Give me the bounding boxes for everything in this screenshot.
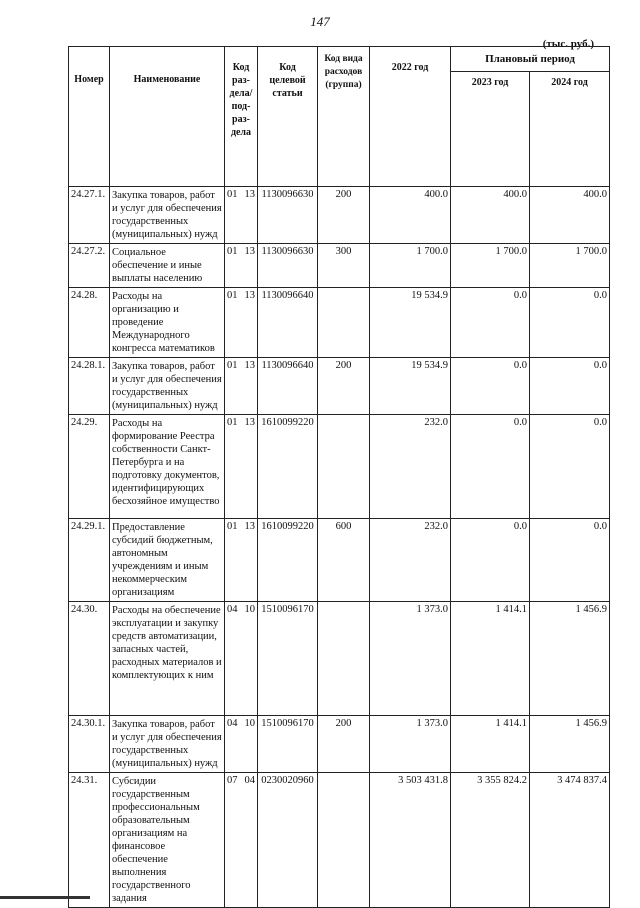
table-row xyxy=(69,358,610,415)
row-target-code: 1510096170 xyxy=(258,602,318,716)
row-value-2022: 19 534.9 xyxy=(370,358,451,415)
row-name: Расходы на организацию и проведение Международного конгресса математиков xyxy=(110,288,225,358)
row-value-2023: 0.0 xyxy=(451,288,530,358)
row-value-2022: 232.0 xyxy=(370,519,451,602)
row-expense-type xyxy=(318,773,370,908)
row-target-code: 1130096630 xyxy=(258,244,318,288)
row-expense-type: 600 xyxy=(318,519,370,602)
row-value-2022: 400.0 xyxy=(370,187,451,244)
page-number: 147 xyxy=(310,14,330,29)
header-target-code: Код целевой статьи xyxy=(258,47,318,187)
row-expense-type: 200 xyxy=(318,716,370,773)
table-body xyxy=(69,187,610,908)
row-section: 01 xyxy=(227,360,238,371)
row-value-2022: 232.0 xyxy=(370,415,451,519)
row-name: Расходы на обеспечение эксплуатации и закупку средств автоматизации, запасных частей, расходных материалов и комплектующих к ним xyxy=(110,602,225,716)
row-section: 01 xyxy=(227,189,238,200)
row-section-code xyxy=(225,773,258,908)
row-section-code xyxy=(225,288,258,358)
row-expense-type xyxy=(318,415,370,519)
row-expense-type xyxy=(318,288,370,358)
row-value-2023: 0.0 xyxy=(451,415,530,519)
table-row xyxy=(69,773,610,908)
table-row xyxy=(69,187,610,244)
table-row xyxy=(69,602,610,716)
table-row xyxy=(69,415,610,519)
row-section: 04 xyxy=(227,718,238,729)
row-target-code: 1510096170 xyxy=(258,716,318,773)
row-subsection: 13 xyxy=(244,417,255,428)
row-section: 01 xyxy=(227,417,238,428)
table-row xyxy=(69,288,610,358)
row-name: Предоставление субсидий бюджетным, автономным учреждениям и иным некоммерческим организациям xyxy=(110,519,225,602)
row-target-code: 1130096640 xyxy=(258,288,318,358)
row-expense-type xyxy=(318,602,370,716)
row-value-2022: 3 503 431.8 xyxy=(370,773,451,908)
row-value-2024: 0.0 xyxy=(530,519,610,602)
row-number: 24.30. xyxy=(69,602,110,716)
row-number: 24.27.1. xyxy=(69,187,110,244)
row-target-code: 1130096640 xyxy=(258,358,318,415)
header-year-2022: 2022 год xyxy=(370,47,451,187)
row-section-code xyxy=(225,716,258,773)
header-year-2023: 2023 год xyxy=(451,72,530,187)
row-section-code xyxy=(225,358,258,415)
table-row xyxy=(69,244,610,288)
row-expense-type: 200 xyxy=(318,358,370,415)
row-value-2024: 1 700.0 xyxy=(530,244,610,288)
row-name: Социальное обеспечение и иные выплаты населению xyxy=(110,244,225,288)
row-value-2024: 400.0 xyxy=(530,187,610,244)
row-number: 24.28. xyxy=(69,288,110,358)
row-section: 07 xyxy=(227,775,238,786)
row-number: 24.29.1. xyxy=(69,519,110,602)
row-target-code: 1610099220 xyxy=(258,415,318,519)
row-value-2023: 0.0 xyxy=(451,519,530,602)
header-section-code: Код раз-дела/ под-раз-дела xyxy=(225,47,258,187)
row-value-2024: 3 474 837.4 xyxy=(530,773,610,908)
row-section-code xyxy=(225,244,258,288)
row-section-code xyxy=(225,602,258,716)
row-value-2023: 1 700.0 xyxy=(451,244,530,288)
row-subsection: 10 xyxy=(244,718,255,729)
row-section: 01 xyxy=(227,290,238,301)
row-number: 24.28.1. xyxy=(69,358,110,415)
row-section: 01 xyxy=(227,521,238,532)
row-number: 24.31. xyxy=(69,773,110,908)
row-subsection: 13 xyxy=(244,189,255,200)
row-section-code xyxy=(225,187,258,244)
row-name: Расходы на формирование Реестра собственности Санкт-Петербурга и на подготовку документов, идентифицирующих бесхозяйное имущество xyxy=(110,415,225,519)
row-target-code: 1130096630 xyxy=(258,187,318,244)
row-section: 04 xyxy=(227,604,238,615)
row-number: 24.27.2. xyxy=(69,244,110,288)
row-subsection: 13 xyxy=(244,246,255,257)
row-number: 24.30.1. xyxy=(69,716,110,773)
row-value-2024: 1 456.9 xyxy=(530,602,610,716)
row-name: Закупка товаров, работ и услуг для обеспечения государственных (муниципальных) нужд xyxy=(110,187,225,244)
row-expense-type: 300 xyxy=(318,244,370,288)
row-value-2023: 400.0 xyxy=(451,187,530,244)
row-name: Субсидии государственным профессиональным образовательным организациям на финансовое обеспечение выполнения государственного задания xyxy=(110,773,225,908)
header-expense-type-code: Код вида расходов (группа) xyxy=(318,47,370,187)
header-name: Наименование xyxy=(110,47,225,187)
row-value-2023: 0.0 xyxy=(451,358,530,415)
scan-artifact xyxy=(0,896,90,899)
row-value-2024: 1 456.9 xyxy=(530,716,610,773)
row-target-code: 1610099220 xyxy=(258,519,318,602)
row-value-2022: 1 373.0 xyxy=(370,602,451,716)
row-number: 24.29. xyxy=(69,415,110,519)
row-target-code: 0230020960 xyxy=(258,773,318,908)
row-value-2024: 0.0 xyxy=(530,415,610,519)
row-subsection: 13 xyxy=(244,521,255,532)
row-subsection: 13 xyxy=(244,290,255,301)
row-subsection: 04 xyxy=(244,775,255,786)
table-row xyxy=(69,519,610,602)
row-section-code xyxy=(225,415,258,519)
units-label: (тыс. руб.) xyxy=(542,38,594,50)
row-subsection: 10 xyxy=(244,604,255,615)
header-plan-period: Плановый период xyxy=(451,47,610,72)
row-name: Закупка товаров, работ и услуг для обеспечения государственных (муниципальных) нужд xyxy=(110,358,225,415)
row-section: 01 xyxy=(227,246,238,257)
header-year-2024: 2024 год xyxy=(530,72,610,187)
header-number: Номер xyxy=(69,47,110,187)
budget-table xyxy=(68,46,610,908)
row-value-2024: 0.0 xyxy=(530,358,610,415)
row-value-2022: 1 700.0 xyxy=(370,244,451,288)
row-value-2023: 1 414.1 xyxy=(451,602,530,716)
table-row xyxy=(69,716,610,773)
row-value-2023: 3 355 824.2 xyxy=(451,773,530,908)
row-value-2024: 0.0 xyxy=(530,288,610,358)
row-name: Закупка товаров, работ и услуг для обеспечения государственных (муниципальных) нужд xyxy=(110,716,225,773)
row-value-2022: 1 373.0 xyxy=(370,716,451,773)
row-expense-type: 200 xyxy=(318,187,370,244)
row-value-2023: 1 414.1 xyxy=(451,716,530,773)
row-value-2022: 19 534.9 xyxy=(370,288,451,358)
row-subsection: 13 xyxy=(244,360,255,371)
row-section-code xyxy=(225,519,258,602)
